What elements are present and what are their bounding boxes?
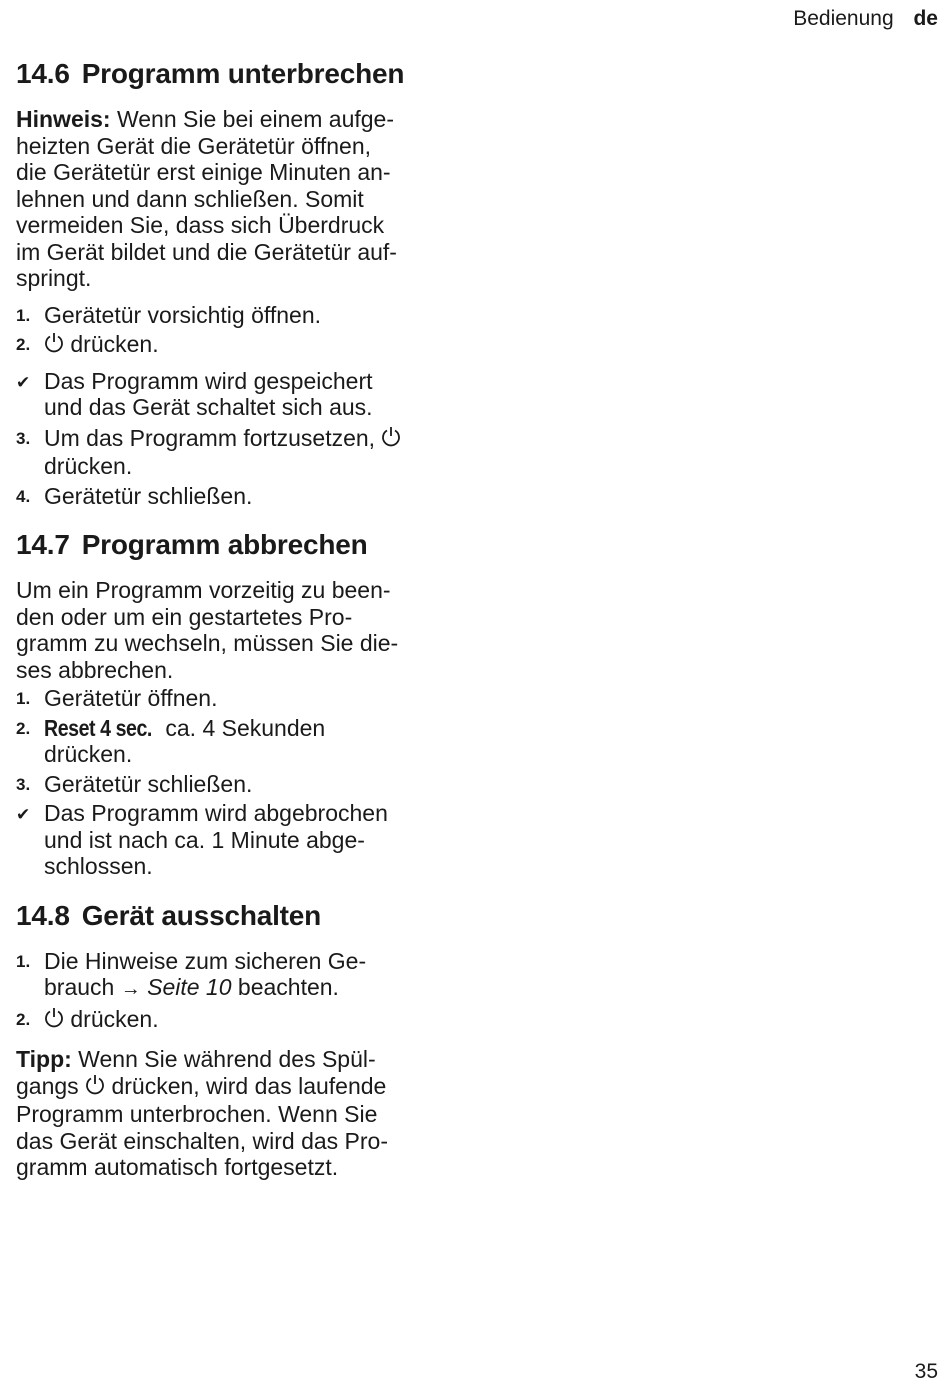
note-paragraph: Hinweis: Wenn Sie bei einem aufge- heizten Gerät die Gerätetür öffnen, die Gerätetür erst einige Minuten an- lehnen und dann schließen. Somit vermeiden Sie, dass sich Überdruck im Gerät bildet und die Gerätetür auf- springt. [16, 106, 397, 291]
power-icon [381, 426, 401, 454]
section-title: Programm unterbrechen [81, 58, 405, 89]
page-header [793, 7, 938, 31]
step-number: 1. [16, 951, 31, 971]
check-icon: ✔ [16, 372, 31, 392]
list-item: 1. Gerätetür öffnen. [16, 685, 218, 711]
step-number: 1. [16, 689, 31, 708]
section-number: 14.7 [16, 529, 70, 560]
steps-list-14-8 [16, 948, 456, 1035]
list-item: 1. Die Hinweise zum sicheren Ge- brauch → Seite 10 beachten. [16, 947, 367, 1000]
section-number: 14.6 [16, 58, 70, 89]
step-number: 3. [16, 774, 31, 794]
list-item: ✔ Das Programm wird abgebrochen und ist nach ca. 1 Minute abge- schlossen. [16, 800, 388, 879]
check-icon: ✔ [16, 805, 31, 824]
steps-list-14-7 [16, 685, 456, 880]
list-item: 2. Reset 4 sec. ca. 4 Sekunden drücken. [16, 714, 326, 767]
intro-paragraph: Um ein Programm vorzeitig zu been- den oder um ein gestartetes Pro- gramm zu wechseln, müssen Sie die- ses abbrechen. [16, 577, 399, 683]
list-item: 1. Gerätetür vorsichtig öffnen. [16, 301, 321, 328]
page-number: 35 [914, 1360, 938, 1383]
page-reference-link[interactable]: Seite 10 [140, 974, 232, 1000]
section-title: Gerät ausschalten [81, 899, 322, 931]
list-item: 2. drücken. [16, 331, 456, 360]
tip-label: Tipp: [16, 1046, 72, 1072]
section-heading-14-8 [16, 898, 456, 934]
list-item: 3. Gerätetür schließen. [16, 770, 253, 797]
section-title: Programm abbrechen [81, 529, 368, 560]
list-item: 4. Gerätetür schließen. [16, 482, 253, 509]
step-number: 3. [16, 428, 31, 448]
arrow-right-icon: → [120, 978, 141, 1000]
power-icon [85, 1074, 105, 1102]
step-number: 2. [16, 1009, 31, 1029]
header-section: Bedienung [793, 7, 894, 30]
section-number: 14.8 [16, 899, 70, 931]
section-heading-14-7 [16, 527, 456, 563]
step-number: 2. [16, 335, 31, 354]
note-label: Hinweis: [16, 106, 111, 132]
step-number: 4. [16, 486, 31, 506]
step-number: 1. [16, 305, 31, 325]
tip-paragraph: Tipp: Wenn Sie während des Spül- gangs drücken, wird das laufende Programm unterbrochen. Wenn Sie das Gerät einschalten, wird das Pro- gramm automatisch fortgesetzt. [16, 1046, 389, 1180]
reset-key-label: Reset 4 sec. [44, 714, 152, 741]
step-number: 2. [16, 718, 31, 738]
list-item: 3. Um das Programm fortzusetzen, drücken. [16, 425, 456, 480]
section-heading-14-6 [16, 56, 456, 92]
page-content [16, 56, 456, 1181]
power-icon [44, 1007, 64, 1035]
header-language: de [913, 7, 938, 30]
list-item: ✔ Das Programm wird gespeichert und das Gerät schaltet sich aus. [16, 367, 373, 420]
power-icon [44, 332, 64, 360]
list-item: 2. drücken. [16, 1006, 456, 1035]
steps-list-14-6 [16, 302, 456, 510]
